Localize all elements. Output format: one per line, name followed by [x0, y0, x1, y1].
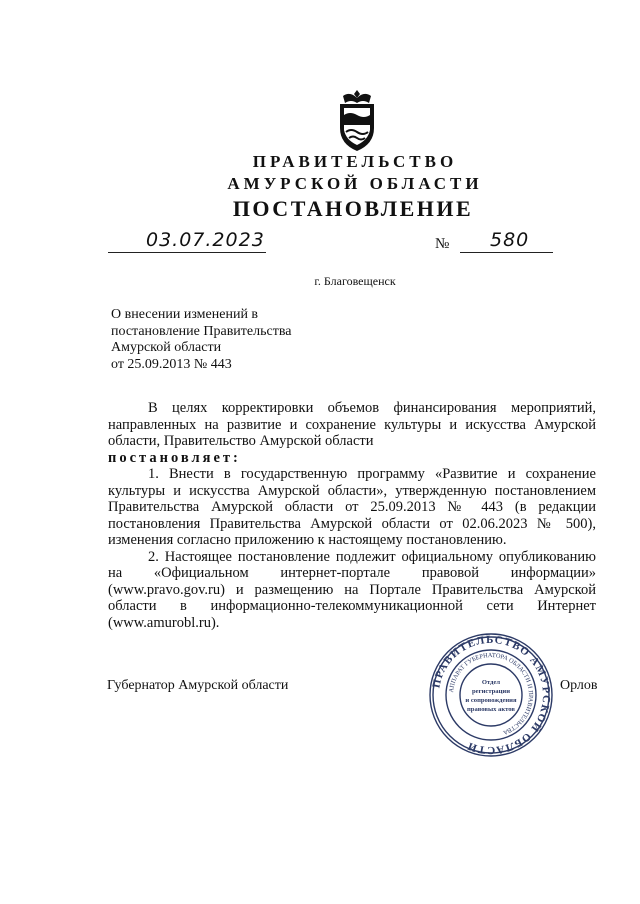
coat-of-arms-icon: [334, 88, 380, 154]
stamp-center-line: Отдел: [481, 679, 501, 686]
org-name-line1: ПРАВИТЕЛЬСТВО: [252, 152, 458, 171]
document-subject: [111, 307, 291, 373]
stamp-center-line: регистрации: [472, 688, 510, 695]
subject-line: от 25.09.2013 № 443: [111, 356, 232, 372]
stamp-inner-text: АППАРАТ ГУБЕРНАТОРА ОБЛАСТИ И ПРАВИТЕЛЬСТВА: [448, 651, 535, 736]
official-stamp: [428, 632, 554, 758]
stamp-center-line: правовых актов: [466, 706, 516, 713]
org-name-line2: АМУРСКОЙ ОБЛАСТИ: [227, 174, 483, 193]
document-date: 03.07.2023: [146, 229, 265, 251]
number-underline: [460, 252, 553, 253]
signatory-name: Орлов: [560, 678, 598, 693]
subject-line: О внесении изменений в: [111, 307, 259, 322]
document-type-title: ПОСТАНОВЛЕНИЕ: [232, 196, 474, 221]
subject-line: Амурской области: [111, 340, 222, 355]
item-2-paragraph: 2. Настоящее постановление подлежит официальному опубликованию на «Официальном интернет-портале правовой информации» (www.pravo.gov.ru) и размещению на Портале Правительства Амурской области в информационно-телекоммуникационной сети Интернет (www.amurobl.ru).: [108, 548, 596, 631]
preamble-paragraph: В целях корректировки объемов финансирования мероприятий, направленных на развитие и сохранение культуры и искусства Амурской области, Правительство Амурской области: [108, 400, 596, 449]
subject-line: постановление Правительства: [111, 323, 292, 339]
signatory-position: Губернатор Амурской области: [107, 678, 289, 693]
date-underline: [108, 252, 266, 253]
stamp-outer-text: ПРАВИТЕЛЬСТВО АМУРСКОЙ ОБЛАСТИ: [430, 633, 553, 757]
document-body: [108, 400, 596, 631]
document-number: 580: [490, 229, 530, 251]
number-sign: №: [435, 236, 450, 252]
decree-word: постановляет:: [108, 449, 241, 466]
city-line: г. Благовещенск: [314, 274, 396, 288]
item-1-paragraph: 1. Внести в государственную программу «Развитие и сохранение культуры и искусства Амурской области», утвержденную постановлением Правительства Амурской области от 25.09.2013 № 443 (в редакции постановления Правительства Амурской области от 02.06.2023 № 500), изменения согласно приложению к настоящему постановлению.: [108, 466, 596, 548]
stamp-center-line: и сопровождения: [465, 697, 517, 704]
